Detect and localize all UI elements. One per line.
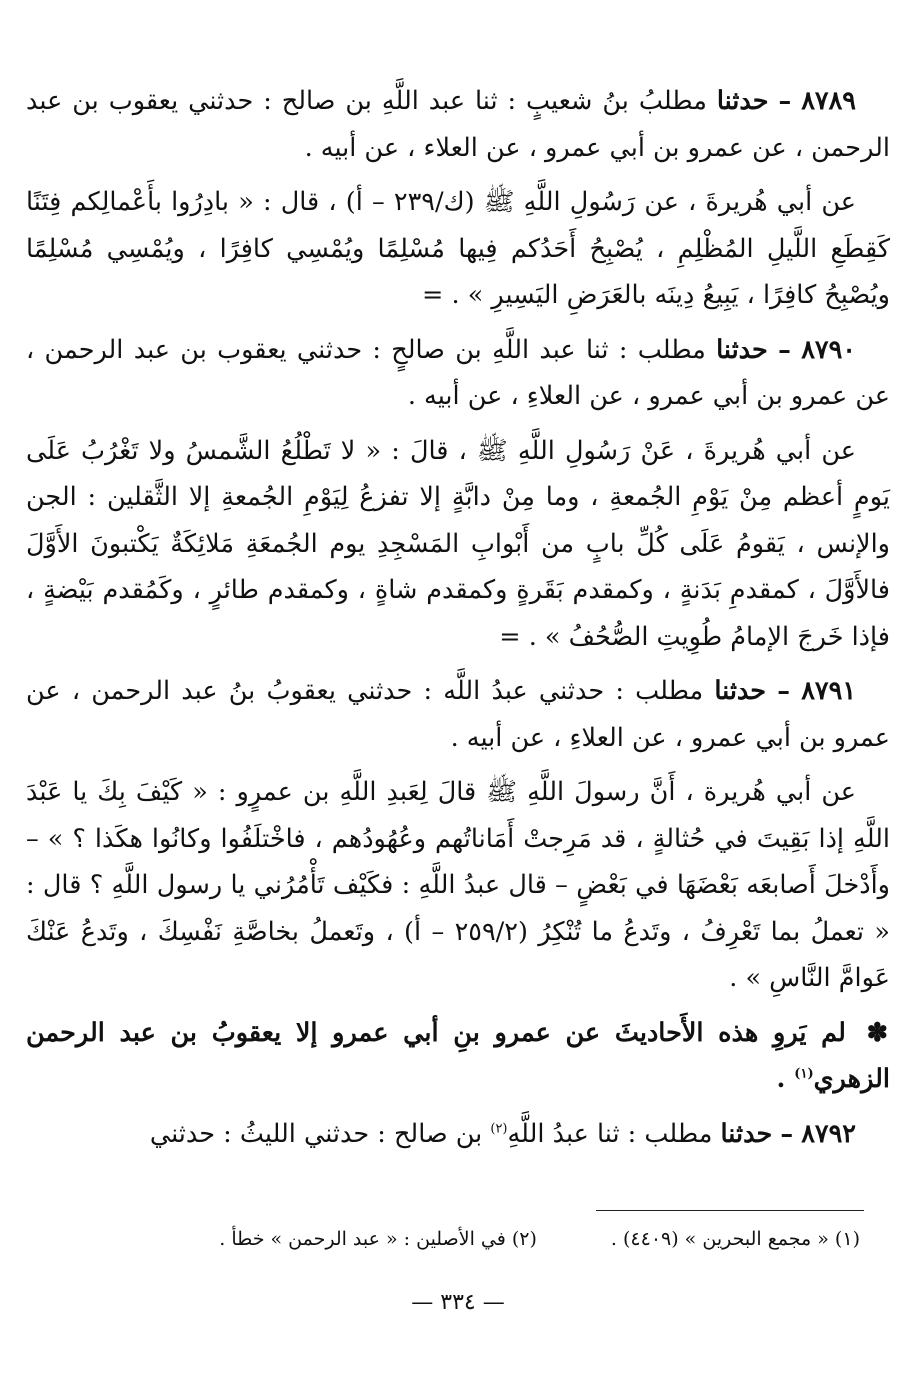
footnote-2: (٢) في الأصلين : « عبد الرحمن » خطأ . <box>219 1228 537 1250</box>
hadith-8789-matn: عن أبي هُريرةَ ، عن رَسُولِ اللَّهِ ﷺ (ك/٢٣٩ – أ) ، قال : « بادِرُوا بأَعْمالِكم فِتَنًا كَقِطَعِ اللَّيلِ المُظْلِمِ ، يُصْبِحُ أَحَدُكم فِيها مُسْلِمًا ويُمْسِي كافِرًا ، ويُمْسِي مُسْلِمًا ويُصْبِحُ كافِرًا ، يَبِيعُ دِينَه بالعَرَضِ اليَسِيرِ » . = <box>26 187 890 310</box>
isnad-text-a: مطلب : ثنا عبدُ اللَّهِ <box>507 1118 713 1149</box>
dash: – <box>777 676 791 706</box>
page-body <box>26 78 890 1165</box>
note-end: . <box>776 1064 795 1094</box>
dash: – <box>780 1118 794 1149</box>
hadith-number: ٨٧٩١ <box>801 676 857 706</box>
footnotes <box>40 1225 860 1253</box>
dash: – <box>778 86 792 116</box>
narration-keyword: حدثنا <box>720 1118 773 1149</box>
hadith-8790-isnad <box>26 327 890 420</box>
hadith-8789-isnad <box>26 78 890 171</box>
isnad-text: مطلبُ بنُ شعيبٍ : ثنا عبد اللَّهِ بن صالح : حدثني يعقوب بن عبد الرحمن ، عن عمرو بن أبي عمرو ، عن العلاء ، عن أبيه . <box>26 86 890 163</box>
hadith-number: ٨٧٩٠ <box>801 334 856 365</box>
footnote-1: (١) « مجمع البحرين » (٤٤٠٩) . <box>610 1228 860 1250</box>
hadith-8791-matn: عن أبي هُريرة ، أَنَّ رسولَ اللَّهِ ﷺ قالَ لِعَبدِ اللَّهِ بن عمرٍو : « كَيْفَ بِكَ يا عَبْدَ اللَّهِ إذا بَقِيتَ في حُثالةٍ ، قد مَرِجتْ أَمَاناتُهم وعُهُودُهم ، فاخْتلَفُوا وكانُوا هكَذا ؟ » – وأَدْخلَ أَصابعَه بَعْضَهَا في بَعْضٍ – قال عبدُ اللَّهِ : فكَيْف تَأْمُرُني يا رسول اللَّهِ ؟ قال : « تعملُ بما تَعْرِفُ ، وتَدعُ ما تُنْكِرُ (٢٥٩/٢ – أ) ، وتَعملُ بخاصَّةِ نَفْسِكَ ، وتَدعُ عَنْكَ عَوامَّ النَّاسِ » . <box>26 777 890 993</box>
isnad-text-b: بن صالح : حدثني الليثُ : حدثني <box>149 1118 483 1149</box>
footnote-ref[interactable]: (١) <box>794 1066 814 1082</box>
narration-keyword: حدثنا <box>716 334 768 365</box>
hadith-8792-isnad <box>26 1111 890 1158</box>
isnad-text: مطلب : ثنا عبد اللَّهِ بن صالحٍ : حدثني يعقوب بن عبد الرحمن ، عن عمرو بن أبي عمرو ، عن العلاءِ ، عن أبيه . <box>26 334 890 411</box>
note-text: لم يَروِ هذه الأَحاديثَ عن عمرو بنِ أبي عمرو إلا يعقوبُ بن عبد الرحمن الزهري <box>26 1017 890 1094</box>
narration-keyword: حدثنا <box>714 676 767 706</box>
narration-keyword: حدثنا <box>716 86 769 116</box>
hadith-number: ٨٧٩٢ <box>801 1118 856 1149</box>
hadith-8791-isnad <box>26 668 890 761</box>
footnote-separator <box>596 1210 864 1211</box>
dash: – <box>778 334 791 365</box>
star-icon: ✽ <box>866 1017 888 1048</box>
editorial-note <box>26 1010 890 1103</box>
hadith-number: ٨٧٨٩ <box>801 86 857 116</box>
footnote-ref[interactable]: (٢) <box>490 1121 508 1136</box>
isnad-text: مطلب : حدثني عبدُ اللَّه : حدثني يعقوبُ بنُ عبد الرحمن ، عن عمرو بن أبي عمرو ، عن العلاءِ ، عن أبيه . <box>26 676 890 753</box>
page-number: — ٣٣٤ — <box>411 1290 505 1315</box>
hadith-8790-matn: عن أبي هُريرةَ ، عَنْ رَسُولِ اللَّهِ ﷺ ، قالَ : « لا تَطْلُعُ الشَّمسُ ولا تَغْرُبُ عَلَى يَومٍ أعظم مِنْ يَوْمِ الجُمعةِ ، وما مِنْ دابَّةٍ إلا تفزعُ لِيَوْمِ الجُمعةِ إلا الثَّقلين : الجن والإنس ، يَقومُ عَلَى كُلِّ بابٍ من أَبْوابِ المَسْجِدِ يوم الجُمعَةِ مَلائِكَةٌ يَكْتبونَ الأَوَّلَ فالأَوَّلَ ، كمقدمِ بَدَنةٍ ، وكمقدم بَقَرةٍ وكمقدم شاةٍ ، وكمقدم طائرٍ ، وكَمُقدم بَيْضةٍ ، فإذا خَرجَ الإمامُ طُوِيتِ الصُّحُفُ » . = <box>26 435 890 652</box>
